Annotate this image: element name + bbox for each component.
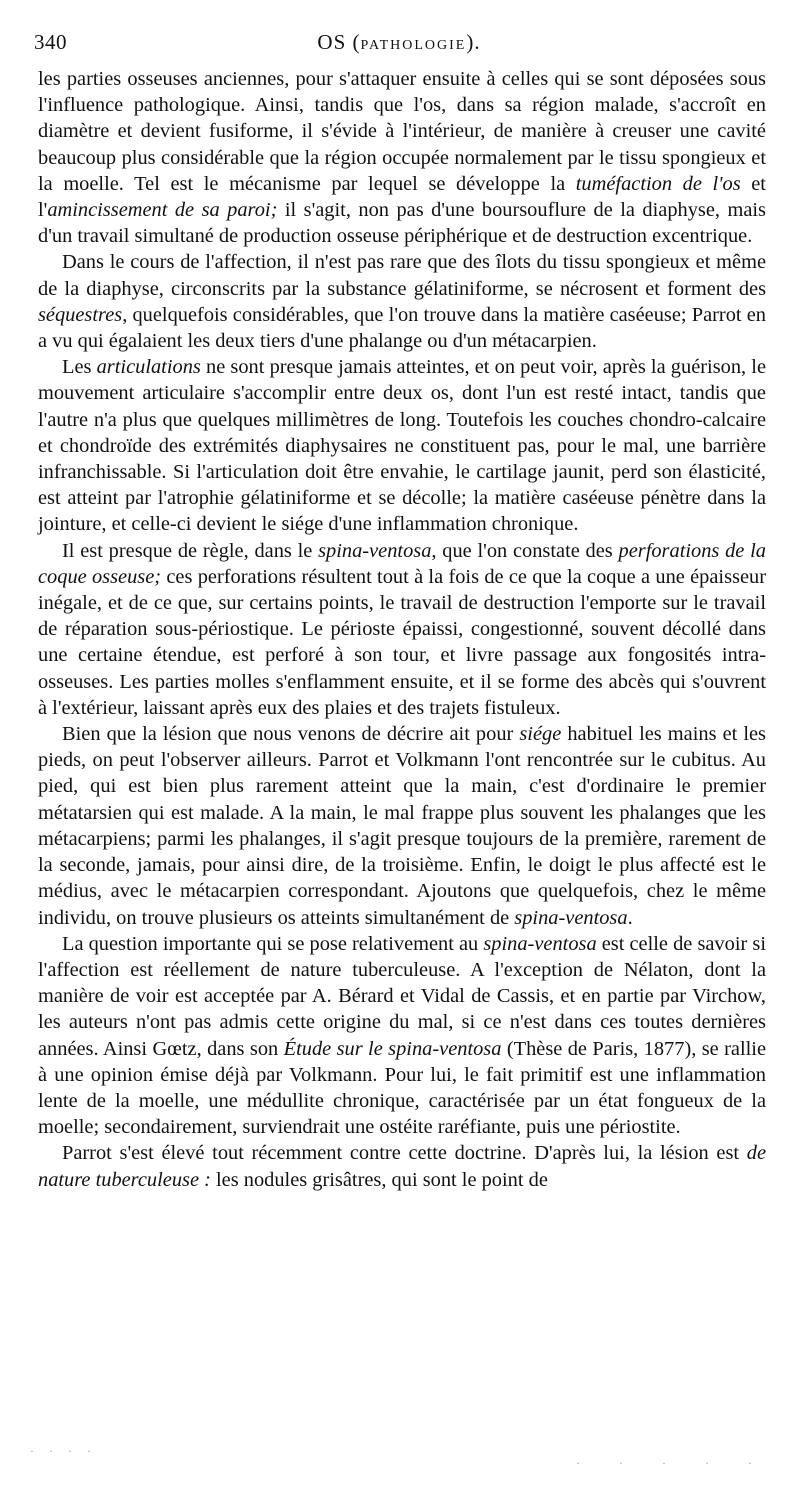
italic-text: siége [519, 723, 562, 746]
running-title-open: ( [346, 30, 361, 54]
footer-left-marks: · · · · [30, 1444, 97, 1458]
text-run: ces perforations résultent tout à la fois de ce que la coque a une épaisseur inégale, et de ce que, sur certains points, le travail de destruction l'emporte sur le travail de réparation sous-périostique. Le périoste épaissi, congestionné, souvent décollé dans une certaine étendue, est perforé à son tour, et livre passage aux fongosités intra-osseuses. Les parties molles s'enflamment ensuite, et il se forme des abcès qui s'ouvrent à l'extérieur, laissant après eux des plaies et des trajets fistuleux. [38, 565, 766, 719]
italic-text: perforations de la coque osseuse; [38, 539, 766, 588]
text-run: Il est presque de règle, dans le [62, 539, 319, 562]
running-title-sub: PATHOLOGIE [360, 38, 467, 53]
footer-right-marks: · · · · · [576, 1456, 770, 1470]
italic-text: séquestres [38, 303, 123, 326]
text-run: il s'agit, non pas d'une boursouflure de la diaphyse, mais d'un travail simultané de production osseuse périphérique et de destruction excentrique. [38, 199, 766, 248]
text-run: les nodules grisâtres, qui sont le point de [210, 1168, 548, 1191]
body-text [38, 66, 766, 1193]
running-title-main: OS [317, 30, 347, 54]
text-run: habituel les mains et les pieds, on peut l'observer ailleurs. Parrot et Volkmann l'ont rencontrée sur le cubitus. Au pied, qui est bien plus rarement atteint que la main, c'est d'ordinaire le premier métatarsien qui est malade. A la main, le mal frappe plus souvent les phalanges que les métacarpiens; parmi les phalanges, il s'agit presque toujours de la première, rarement de la seconde, jamais, pour ainsi dire, de la troisième. Enfin, le doigt le plus affecté est le médius, avec le métacarpien correspondant. Ajoutons que quelquefois, chez le même individu, on trouve plusieurs os atteints simultanément de [38, 723, 766, 929]
italic-text: articulations [96, 356, 201, 379]
paragraph [38, 1140, 766, 1192]
text-run: (Thèse de Paris, 1877), se rallie à une opinion émise déjà par Volkmann. Pour lui, le fait primitif est une inflammation lente de la moelle, une médullite chronique, caractérisée par un état fongueux de la moelle; secondairement, surviendrait une ostéite raréfiante, puis une périostite. [38, 1037, 767, 1139]
text-run: , que l'on constate des [431, 539, 619, 562]
paragraph [38, 931, 766, 1141]
text-run: les parties osseuses anciennes, pour s'attaquer ensuite à celles qui se sont déposées sous l'influence pathologique. Ainsi, tandis que l'os, dans sa région malade, s'accroît en diamètre et devient fusiforme, il s'évide à l'intérieur, de manière à creuser une cavité beaucoup plus considérable que la région occupée normalement par le tissu spongieux et la moelle. Tel est le mécanisme par lequel se développe la [38, 68, 766, 195]
text-run: , quelquefois considérables, que l'on trouve dans la matière caséeuse; Parrot en a vu qui égalaient les deux tiers d'une phalange ou d'un métacarpien. [38, 303, 766, 353]
italic-text: Étude sur le spina-ventosa [283, 1037, 502, 1060]
text-run: Parrot s'est élevé tout récemment contre cette doctrine. D'après lui, la lésion est [62, 1142, 747, 1165]
italic-text: spina-ventosa [483, 932, 597, 955]
paragraph [38, 354, 766, 537]
italic-text: tuméfaction de l'os [575, 172, 741, 195]
running-title-close: ). [466, 30, 481, 54]
paragraph [38, 249, 766, 354]
italic-text: de nature tuberculeuse : [38, 1142, 766, 1191]
text-run: est celle de savoir si l'affection est réellement de nature tuberculeuse. A l'exception de Nélaton, dont la manière de voir est acceptée par A. Bérard et Vidal de Cassis, et en partie par Virchow, les auteurs n'ont pas admis cette origine du mal, si ce n'est dans ces toutes dernières années. Ainsi Gœtz, dans son [38, 932, 766, 1060]
italic-text: spina-ventosa [318, 539, 432, 562]
page-number: 340 [34, 30, 67, 54]
text-run: Dans le cours de l'affection, il n'est pas rare que des îlots du tissu spongieux et même de la diaphyse, circonscrits par la substance gélatiniforme, se nécrosent et forment des [38, 251, 766, 300]
italic-text: amincissement de sa paroi; [47, 199, 278, 222]
text-run: et l' [38, 172, 766, 222]
text-run: Les [62, 356, 97, 379]
running-title [34, 30, 764, 55]
text-run: ne sont presque jamais atteintes, et on peut voir, après la guérison, le mouvement articulaire s'accomplir entre deux os, dont l'un est resté intact, tandis que l'autre n'a plus que quelques millimètres de long. Toutefois les couches chondro-calcaire et chondroïde des extrémités diaphysaires ne constituent pas, pour le mal, une barrière infranchissable. Si l'articulation doit être envahie, le cartilage jaunit, perd son élasticité, est atteint par l'atrophie gélatiniforme et se décolle; la matière caséeuse pénètre dans la jointure, et celle-ci devient le siége d'une inflammation chronique. [38, 356, 766, 536]
text-run: La question importante qui se pose relativement au [62, 932, 484, 955]
italic-text: spina-ventosa [514, 906, 628, 929]
footer-marks [30, 1444, 770, 1470]
paragraph [38, 538, 766, 721]
running-header [34, 30, 764, 60]
paragraph [38, 66, 766, 249]
text-run: Bien que la lésion que nous venons de décrire ait pour [62, 723, 520, 746]
paragraph [38, 721, 766, 931]
text-run: . [627, 906, 633, 929]
